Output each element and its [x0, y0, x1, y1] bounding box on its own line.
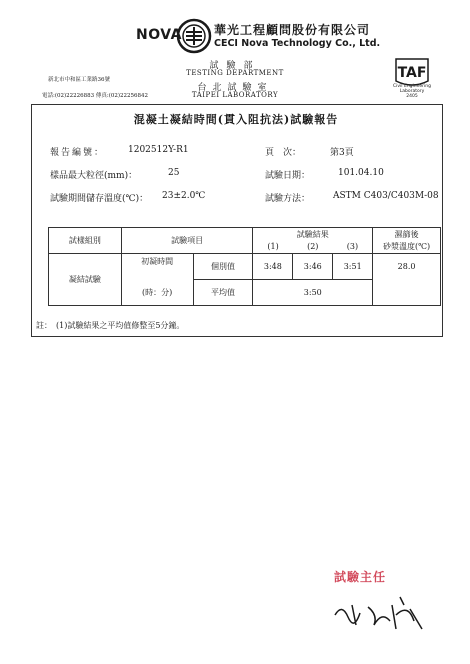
- test-date-label: 試驗日期：: [265, 171, 311, 181]
- report-no-value: 1202512Y-R1: [128, 145, 189, 155]
- test-date-value: 101.04.10: [338, 168, 384, 178]
- storage-temp-value: 23±2.0℃: [162, 191, 206, 201]
- cell-value-2: 3:46: [293, 254, 333, 280]
- max-size-label: 樣品最大粒徑(mm)：: [50, 171, 138, 181]
- header-result-3: (3): [333, 241, 373, 254]
- storage-temp-label: 試驗期間儲存溫度(℃)：: [50, 194, 149, 204]
- header-mortar-1: 濕篩後: [373, 228, 441, 241]
- taf-caption-line: Civil Engineering: [393, 84, 431, 89]
- address: 新北市中和區工業路36號: [48, 77, 110, 83]
- cell-value-3: 3:51: [333, 254, 373, 280]
- header-mortar-2: 砂漿溫度(℃): [373, 241, 441, 254]
- method-label: 試驗方法：: [265, 194, 311, 204]
- laboratory-zh: 台北試驗室: [197, 83, 273, 93]
- company-name-en: CECI Nova Technology Co., Ltd.: [214, 38, 381, 49]
- taf-caption: [386, 84, 438, 99]
- taf-caption-line: 2405: [406, 94, 418, 99]
- header-item: 試驗項目: [121, 228, 253, 254]
- brand-name: NOVA: [136, 27, 182, 43]
- cell-average-label: 平均值: [193, 280, 253, 306]
- header-results: 試驗結果: [253, 228, 373, 241]
- report-no-label: 報告編號：: [50, 148, 106, 158]
- cell-value-1: 3:48: [253, 254, 293, 280]
- phone-fax: 電話:(02)22226883 傳真:(02)22256842: [42, 93, 149, 99]
- cell-item-1: 初凝時間: [121, 254, 193, 280]
- header-result-2: (2): [293, 241, 333, 254]
- page-label: 頁 次：: [265, 148, 302, 158]
- red-stamp: 試驗主任: [334, 570, 387, 584]
- company-name-zh: 華光工程顧問股份有限公司: [214, 23, 371, 37]
- laboratory-en: TAIPEI LABORATORY: [191, 91, 279, 99]
- page-value: 第3頁: [330, 148, 354, 158]
- handwritten-signature: [330, 585, 430, 635]
- results-table: [48, 227, 441, 306]
- header-group: 試樣組別: [49, 228, 122, 254]
- method-value: ASTM C403/C403M-08: [333, 191, 439, 201]
- cell-item-2: (時：分): [121, 280, 193, 306]
- department-zh: 試驗部: [209, 61, 261, 71]
- max-size-value: 25: [168, 168, 180, 178]
- cell-group: 凝結試驗: [49, 254, 122, 306]
- company-logo-icon: [176, 18, 212, 54]
- footnote: 註： (1)試驗結果之平均值修整至5分鐘。: [36, 321, 185, 330]
- taf-caption-line: Laboratory: [399, 89, 425, 94]
- cell-individual-label: 個別值: [193, 254, 253, 280]
- header-result-1: (1): [253, 241, 293, 254]
- report-title: 混凝土凝結時間(貫入阻抗法)試驗報告: [133, 113, 339, 126]
- cell-average-value: 3:50: [253, 280, 373, 306]
- taf-logo-text: TAF: [397, 65, 427, 81]
- cell-mortar-temp: 28.0: [373, 254, 441, 306]
- department-en: TESTING DEPARTMENT: [186, 69, 284, 77]
